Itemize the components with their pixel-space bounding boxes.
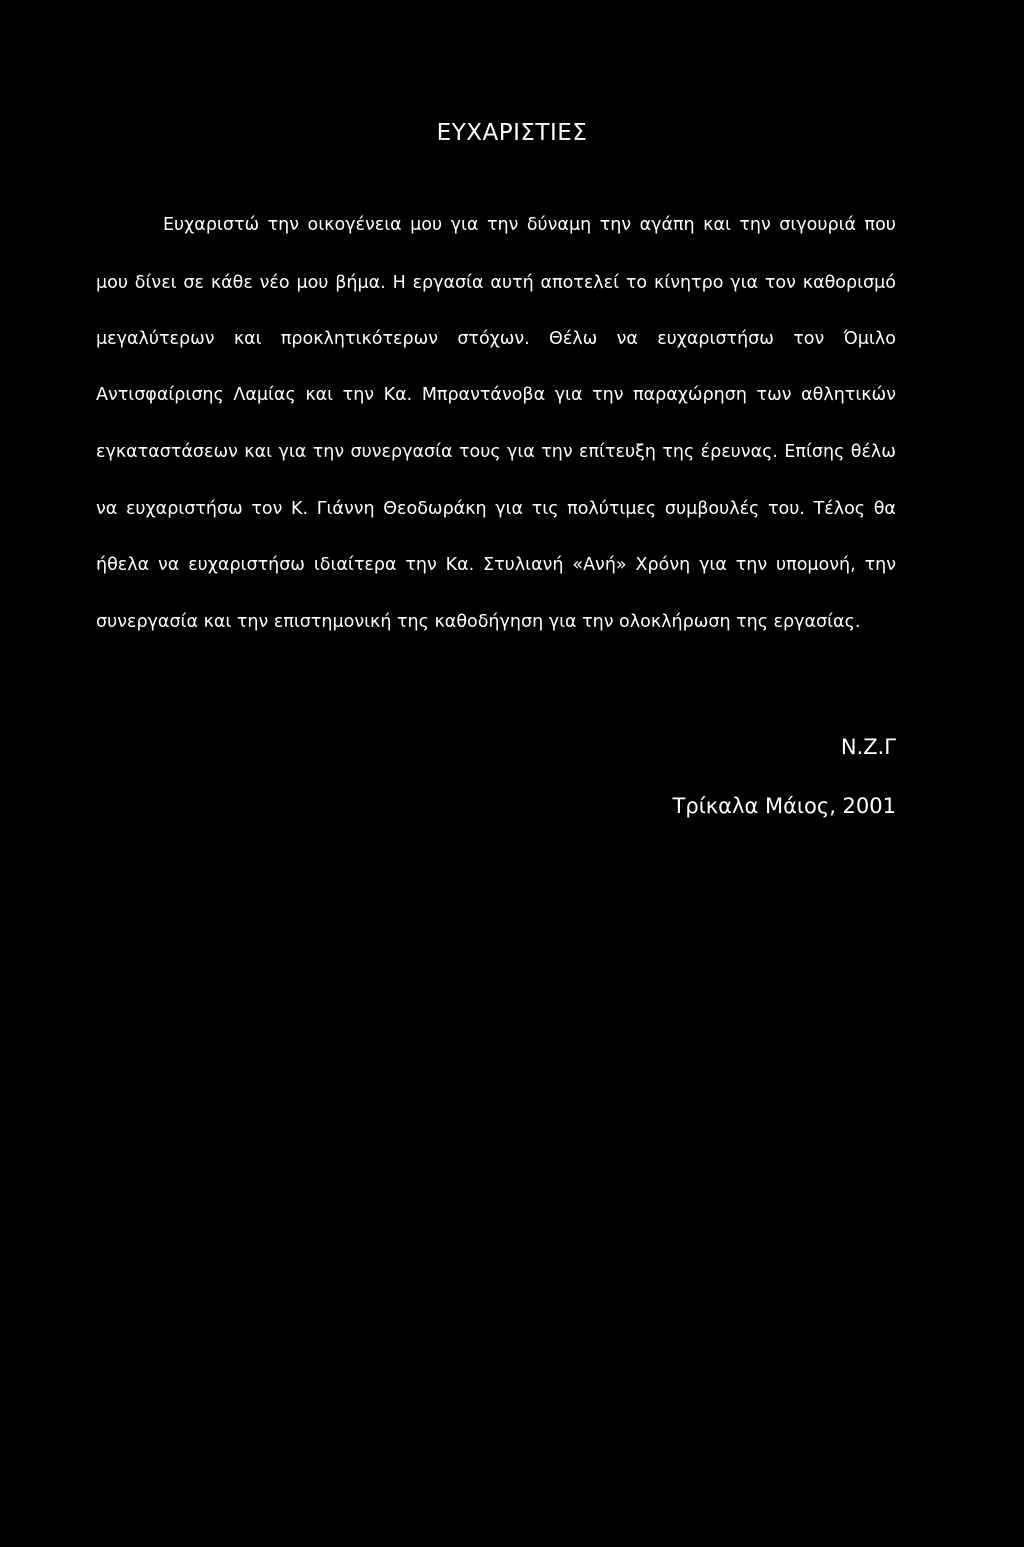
word: ευχαριστήσω (125, 499, 243, 519)
word: Όμιλο (843, 329, 896, 349)
word: τον (251, 499, 283, 519)
word: ευχαριστήσω (657, 329, 774, 349)
word: τις (531, 499, 559, 519)
word: θέλω (850, 442, 896, 462)
word: αποτελεί (540, 273, 620, 293)
word: Θέλω (549, 329, 598, 349)
word: Λαμίας (233, 385, 296, 405)
word: την (541, 442, 573, 462)
paragraph-line-5 (96, 440, 896, 464)
word: μου (410, 215, 443, 235)
word: τους (458, 442, 501, 462)
word: που (864, 215, 896, 235)
word: πολύτιμες (567, 499, 657, 519)
word: Επίσης (784, 442, 845, 462)
paragraph-line-4 (96, 383, 896, 407)
word: σε (183, 273, 204, 293)
word: έρευνας. (700, 442, 778, 462)
word: να (616, 329, 638, 349)
word: βήμα. (335, 273, 386, 293)
word: επίτευξη (579, 442, 656, 462)
word: Κα. (445, 555, 475, 575)
word: και (233, 329, 262, 349)
word: μου (96, 273, 128, 293)
paragraph-line-1 (163, 213, 896, 237)
word: των (756, 385, 792, 405)
word: καθορισμό (802, 273, 896, 293)
word: να (158, 555, 180, 575)
page-title: ΕΥΧΑΡΙΣΤΙΕΣ (436, 120, 588, 146)
word: μου (296, 273, 329, 293)
word: κάθε (210, 273, 253, 293)
word: για (699, 555, 727, 575)
word: μεγαλύτερων (96, 329, 215, 349)
word: νέο (259, 273, 290, 293)
word: την (312, 442, 345, 462)
word: κίνητρο (653, 273, 724, 293)
word: ιδιαίτερα (313, 555, 397, 575)
word: τον (793, 329, 825, 349)
word: του. (767, 499, 805, 519)
word: δίνει (134, 273, 177, 293)
place-and-date: Τρίκαλα Μάιος, 2001 (672, 794, 896, 818)
word: Χρόνη (635, 555, 691, 575)
word: Θεοδωράκη (383, 499, 487, 519)
word: και (703, 215, 731, 235)
word: της (662, 442, 695, 462)
word: Η (392, 273, 406, 293)
word: την (864, 555, 896, 575)
word: υπομονή, (776, 555, 856, 575)
word: οικογένεια (307, 215, 402, 235)
word: συμβουλές (664, 499, 760, 519)
word: την (599, 215, 632, 235)
word: για (278, 442, 307, 462)
word: Κα. (383, 385, 413, 405)
word: την (735, 555, 768, 575)
word: θα (873, 499, 896, 519)
word: αθλητικών (801, 385, 896, 405)
word: για (554, 385, 583, 405)
word: Μπραντάνοβα (421, 385, 546, 405)
word: την (739, 215, 771, 235)
word: στόχων. (457, 329, 530, 349)
word: Τέλος (813, 499, 866, 519)
word: παραχώρηση (633, 385, 747, 405)
word: Στυλιανή (483, 555, 564, 575)
word: προκλητικότερων (280, 329, 439, 349)
word: Αντισφαίρισης (96, 385, 224, 405)
paragraph-line-2 (96, 271, 896, 295)
signature-initials: Ν.Ζ.Γ (840, 735, 896, 759)
paragraph-line-8: συνεργασία και την επιστημονική της καθοδήγηση για την ολοκλήρωση της εργασίας. (96, 612, 861, 632)
word: Κ. (291, 499, 309, 519)
word: να (96, 499, 118, 519)
word: Γιάννη (316, 499, 375, 519)
word: «Ανή» (572, 555, 627, 575)
word: και (305, 385, 334, 405)
word: εργασία (412, 273, 484, 293)
word: την (486, 215, 519, 235)
word: και (244, 442, 273, 462)
word: την (342, 385, 375, 405)
paragraph-line-7 (96, 553, 896, 577)
word: ευχαριστήσω (188, 555, 305, 575)
word: αυτή (490, 273, 534, 293)
word: δύναμη (526, 215, 592, 235)
word: σιγουριά (779, 215, 857, 235)
paragraph-line-3 (96, 327, 896, 351)
word: την (592, 385, 624, 405)
word: την (405, 555, 437, 575)
word: Ευχαριστώ (163, 215, 260, 235)
word: συνεργασία (350, 442, 453, 462)
word: τον (764, 273, 796, 293)
word: για (730, 273, 759, 293)
paragraph-line-6 (96, 497, 896, 521)
word: για (495, 499, 524, 519)
word: αγάπη (639, 215, 695, 235)
word: για (507, 442, 535, 462)
word: την (267, 215, 300, 235)
word: ήθελα (96, 555, 150, 575)
word: εγκαταστάσεων (96, 442, 238, 462)
word: για (450, 215, 479, 235)
word: το (625, 273, 648, 293)
